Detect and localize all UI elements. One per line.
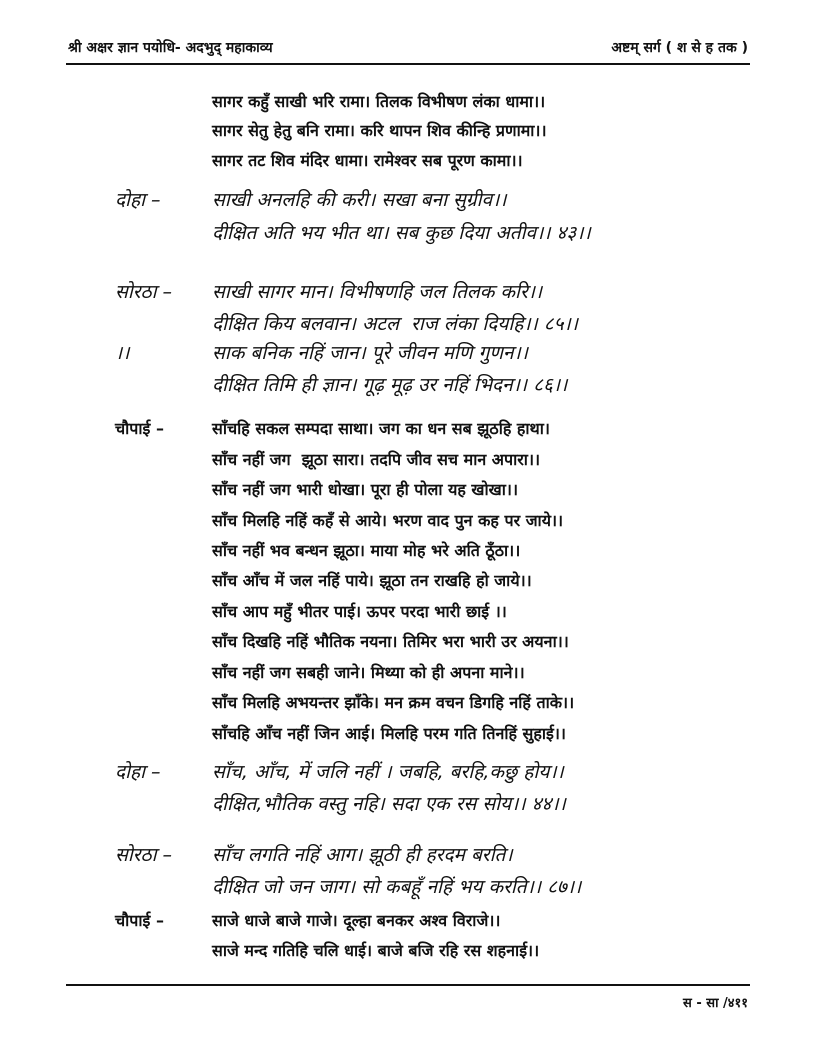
verse-line: साँच नहीं भव बन्धन झूठा। माया मोह भरे अति ठूँठा।। <box>212 541 521 560</box>
verse-line: साँच आप महुँ भीतर पाई। ऊपर परदा भारी छाई ।। <box>212 602 507 621</box>
verse-line: सागर तट शिव मंदिर धामा। रामेश्वर सब पूरण कामा।। <box>212 151 523 170</box>
header-rule <box>66 63 750 65</box>
verse-line: दीक्षित तिमि ही ज्ञान। गूढ़ मूढ़ उर नहिं भिदन।। ८६।। <box>212 374 568 396</box>
verse-line: दीक्षित जो जन जाग। सो कबहूँ नहिं भय करति।। ८७।। <box>212 876 582 898</box>
verse-line: सागर कहुँ साखी भरि रामा। तिलक विभीषण लंका धामा।। <box>212 92 546 111</box>
verse-line: साजे धाजे बाजे गाजे। दूल्हा बनकर अश्व विराजे।। <box>212 911 501 930</box>
verse-line: साँच नहीं जग सबही जाने। मिथ्या को ही अपना माने।। <box>212 663 525 682</box>
verse-line: साखी सागर मान। विभीषणहि जल तिलक करि।। <box>212 281 543 303</box>
verse-type-label: ।। <box>115 342 130 364</box>
verse-line: साँच मिलहि अभयन्तर झाँके। मन क्रम वचन डिगहि नहिं ताके।। <box>212 693 575 712</box>
verse-type-label: सोरठा – <box>115 844 173 866</box>
running-header-chapter: अष्टम् सर्ग ( श से ह तक ) <box>611 40 748 56</box>
verse-type-label: चौपाई – <box>115 419 164 438</box>
verse-type-label: दोहा – <box>115 761 161 783</box>
verse-line: दीक्षित किय बलवान। अटल राज लंका दियहि।। ८५।। <box>212 313 578 335</box>
verse-line: साँच मिलहि नहिं कहँ से आये। भरण वाद पुन कह पर जाये।। <box>212 511 564 530</box>
verse-type-label: सोरठा – <box>115 281 173 303</box>
verse-line: साँच नहीं जग भारी धोखा। पूरा ही पोला यह खोखा।। <box>212 480 519 499</box>
verse-line: साँच दिखहि नहिं भौतिक नयना। तिमिर भरा भारी उर अयना।। <box>212 632 569 651</box>
verse-line: साँच लगति नहिं आग। झूठी ही हरदम बरति। <box>212 844 513 866</box>
footer-rule <box>66 984 750 986</box>
verse-line: दीक्षित अति भय भीत था। सब कुछ दिया अतीव।। ४३।। <box>212 222 591 244</box>
verse-line: साँच, आँच, में जलि नहीं । जबहि, बरहि,कछु होय।। <box>212 761 564 783</box>
verse-line: साक बनिक नहिं जान। पूरे जीवन मणि गुणन।। <box>212 342 528 364</box>
verse-type-label: चौपाई – <box>115 911 164 930</box>
verse-line: साँच नहीं जग झूठा सारा। तदपि जीव सच मान अपारा।। <box>212 450 541 469</box>
verse-line: साँच आँच में जल नहिं पाये। झूठा तन राखहि हो जाये।। <box>212 571 532 590</box>
verse-line: साखी अनलहि की करी। सखा बना सुग्रीव।। <box>212 189 507 211</box>
verse-type-label: दोहा – <box>115 189 161 211</box>
verse-line: साँचहि आँच नहीं जिन आई। मिलहि परम गति तिनहिं सुहाई।। <box>212 724 566 743</box>
verse-line: सागर सेतु हेतु बनि रामा। करि थापन शिव कीन्हि प्रणामा।। <box>212 121 547 140</box>
verse-line: दीक्षित,भौतिक वस्तु नहि। सदा एक रस सोय।। ४४।। <box>212 793 566 815</box>
running-header-title: श्री अक्षर ज्ञान पयोधि- अदभुद् महाकाव्य <box>68 40 273 56</box>
verse-line: साँचहि सकल सम्पदा साथा। जग का धन सब झूठहि हाथा। <box>212 419 550 438</box>
page-number: स - सा /४११ <box>683 996 748 1011</box>
verse-line: साजे मन्द गतिहि चलि धाई। बाजे बजि रहि रस शहनाई।। <box>212 941 540 960</box>
